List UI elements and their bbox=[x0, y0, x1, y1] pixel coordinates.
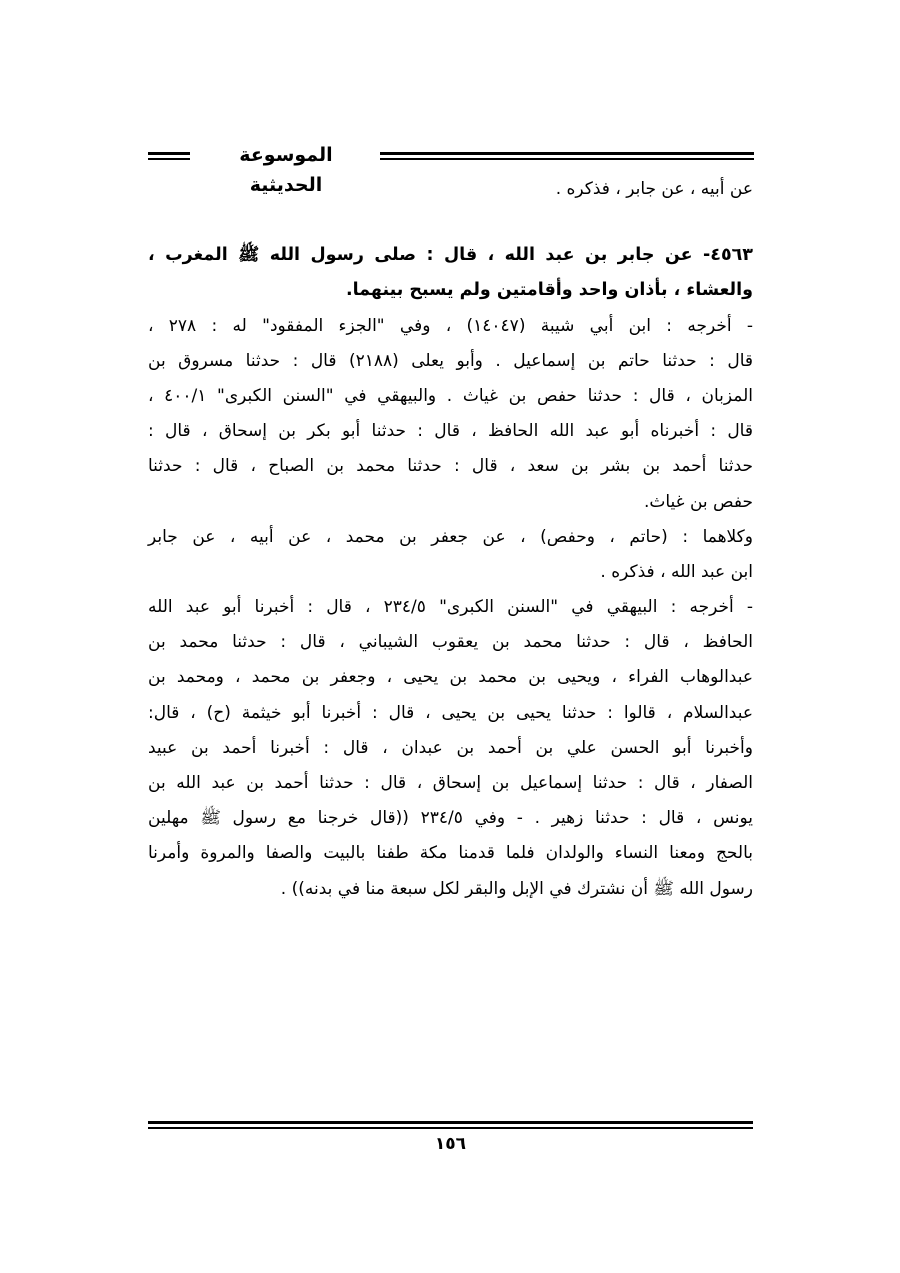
page-body bbox=[148, 172, 753, 907]
text-line: المزبان ، قال : حدثنا حفص بن غياث . والبيهقي في "السنن الكبرى" ٤٠٠/١ ، bbox=[148, 385, 753, 406]
header-rule-left bbox=[148, 152, 190, 160]
text-line: وكلاهما : (حاتم ، وحفص) ، عن جعفر بن محمد ، عن أبيه ، عن جابر bbox=[148, 526, 753, 547]
text-line: بالحج ومعنا النساء والولدان فلما قدمنا مكة طفنا بالبيت والصفا والمروة وأمرنا bbox=[148, 843, 753, 864]
text-line: عبدالوهاب الفراء ، ويحيى بن محمد بن يحيى ، وجعفر بن محمد ، ومحمد بن bbox=[148, 667, 753, 688]
hadith-heading-line: والعشاء ، بأذان واحد وأقامتين ولم يسبح بينهما. bbox=[345, 280, 753, 301]
text-line: قال : حدثنا حاتم بن إسماعيل . وأبو يعلى (٢١٨٨) قال : حدثنا مسروق بن bbox=[148, 350, 754, 371]
hadith-heading-line: ٤٥٦٣- عن جابر بن عبد الله ، قال : صلى رسول الله ﷺ المغرب ، bbox=[148, 245, 753, 266]
footer-rule bbox=[148, 1121, 753, 1129]
text-line: حدثنا أحمد بن بشر بن سعد ، قال : حدثنا محمد بن الصباح ، قال : حدثنا bbox=[148, 456, 753, 477]
text-line: يونس ، قال : حدثنا زهير . - وفي ٢٣٤/٥ ((قال خرجنا مع رسول ﷺ مهلين bbox=[148, 808, 753, 829]
text-line: عن أبيه ، عن جابر ، فذكره . bbox=[555, 179, 753, 199]
text-line: حفص بن غياث. bbox=[643, 491, 753, 512]
text-line: رسول الله ﷺ أن نشترك في الإبل والبقر لكل سبعة منا في بدنه)) . bbox=[280, 878, 753, 899]
header-title: الموسوعة الحديثية bbox=[239, 144, 333, 196]
text-line: الصفار ، قال : حدثنا إسماعيل بن إسحاق ، قال : حدثنا أحمد بن عبد الله بن bbox=[148, 773, 753, 793]
text-line: عبدالسلام ، قالوا : حدثنا يحيى بن يحيى ، قال : أخبرنا أبو خيثمة (ح) ، قال: bbox=[148, 702, 753, 723]
text-line: ابن عبد الله ، فذكره . bbox=[600, 561, 753, 582]
text-line: قال : أخبرناه أبو عبد الله الحافظ ، قال : حدثنا أبو بكر بن إسحاق ، قال : bbox=[148, 421, 753, 442]
text-line: الحافظ ، قال : حدثنا محمد بن يعقوب الشيباني ، قال : حدثنا محمد بن bbox=[148, 632, 753, 653]
paragraph-gap bbox=[148, 207, 753, 238]
text-line: - أخرجه : ابن أبي شيبة (١٤٠٤٧) ، وفي "الجزء المفقود" له : ٢٧٨ ، bbox=[148, 315, 753, 336]
text-line: وأخبرنا أبو الحسن علي بن أحمد بن عبدان ، قال : أخبرنا أحمد بن عبيد bbox=[148, 737, 753, 758]
text-line: - أخرجه : البيهقي في "السنن الكبرى" ٢٣٤/٥ ، قال : أخبرنا أبو عبد الله bbox=[148, 597, 754, 618]
header-rule-right bbox=[380, 152, 754, 160]
page-number: ١٥٦ bbox=[434, 1134, 467, 1154]
